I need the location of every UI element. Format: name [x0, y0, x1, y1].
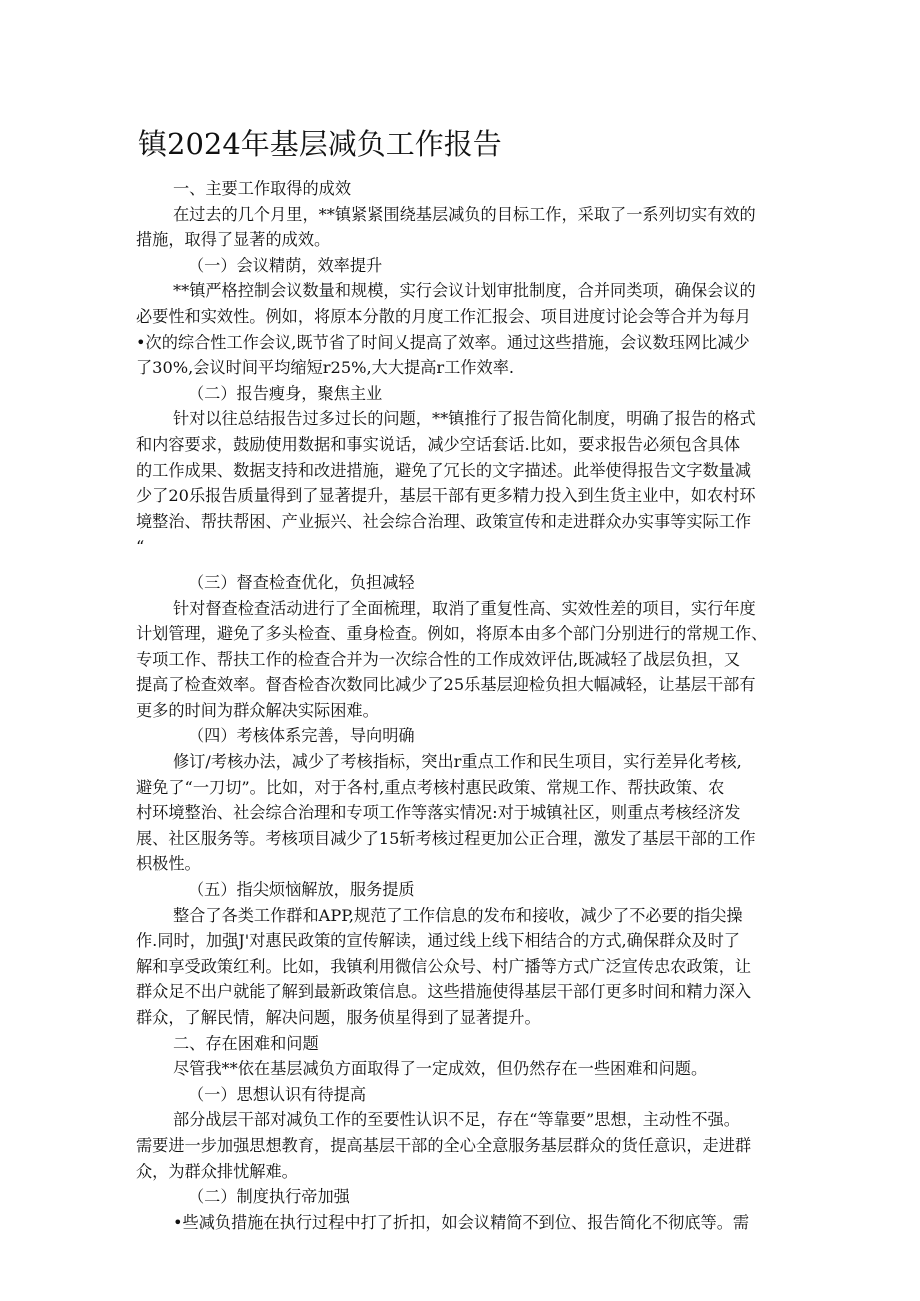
paragraph-line: •些减负措施在执行过程中打了折扣，如会议精简不到位、报告简化不彻底等。需 [173, 1212, 750, 1232]
paragraph-line: 众，为群众排忧解难。 [136, 1161, 298, 1181]
paragraph-line: 群众，了解民情，解决问题，服务侦星得到了显著提升。 [136, 1008, 541, 1027]
paragraph-line: 解和享受政策红利。比如，我镇利用微信公众号、村广播等方式广泛宣传忠农政策，让 [136, 956, 752, 976]
paragraph-line: **镇严格控制会议数量和规模，实行会议计划审批制度，合并同类项，确保会议的 [173, 281, 756, 301]
paragraph-line: •次的综合性工作会议,既节省了时间乂提高了效率。通过这些措施，会议数珏网比减少 [136, 332, 750, 352]
document-body [136, 176, 786, 1235]
paragraph-line: 部分战层干部对减负工作的至要性认识不足，存在“等靠要”思想，主动性不强。 [173, 1110, 740, 1130]
paragraph-gap [136, 560, 786, 570]
paragraph-line: 作.同时，加强J'对惠民政策的宣传解读，通过线上线下相结合的方式,确保群众及时了 [136, 931, 740, 951]
paragraph-line: 了30%,会议时间平均缩短r25%,大大提高r工作效率. [136, 358, 515, 378]
paragraph-line: 专项工作、帮扶工作的检查合并为一次综合性的工作成效评估,既减轻了战层负担，又 [136, 649, 741, 669]
paragraph-line: 的工作成果、数据支持和改进措施，避免了冗长的文字描述。此举使得报告文字数量减 [136, 460, 752, 480]
subsection-heading: （五）指尖烦恼解放，服务提质 [188, 880, 415, 900]
paragraph-line: 村环境整治、社会综合治理和专项工作等落实情况:对于城镇社区，则重点考核经济发 [136, 803, 741, 823]
paragraph-line: 针对督查检查活动进行了全面梳理，取消了重复性高、实效性差的项目，实行年度 [173, 598, 756, 618]
paragraph-line: “ [136, 537, 145, 557]
paragraph-line: 和内容要求，鼓励使用数据和事实说话，减少空话套话.比如，要求报告必须包含具体 [136, 434, 741, 454]
paragraph-line: 必要性和实效性。例如，将原本分散的月度工作汇报会、项目进度讨论会等合并为每月 [136, 306, 752, 326]
paragraph-line: 计划管理，避免了多头检查、重身检查。例如，将原本由多个部门分别进行的常规工作、 [136, 624, 768, 644]
section-heading: 二、存在困难和问题 [173, 1033, 319, 1053]
paragraph-line: 针对以往总结报告过多过长的问题，**镇推行了报告简化制度，明确了报告的格式 [173, 409, 756, 429]
paragraph-line: 措施，取得了显著的成效。 [136, 230, 331, 250]
paragraph-line: 提高了检查效率。督杳检杳次数同比减少了25乐基层迎检负担大幅减轻，让基层干部有 [136, 675, 756, 695]
subsection-heading: （一）思想认识有待提高 [188, 1084, 367, 1104]
section-heading: 一、主要工作取得的成效 [173, 179, 352, 198]
paragraph-line: 更多的时间为群众解决实际困难。 [136, 700, 379, 720]
subsection-heading: （三）督查检查优化，负担减轻 [188, 572, 415, 592]
paragraph-line: 整合了各类工作群和APP,规范了工作信息的发布和接收，减少了不必要的指尖操 [173, 905, 743, 925]
paragraph-line: 避免了“一刀切”。比如，对于各村,重点考核村惠民政策、常规工作、帮扶政策、农 [136, 777, 725, 797]
paragraph-line: 枳极性。 [136, 854, 201, 874]
paragraph-line: 展、社区服务等。考核项目减少了15斩考核过程更加公正合理，激发了基层干部的工作 [136, 828, 756, 848]
document-title: 镇2024年基层减负工作报告 [138, 127, 502, 161]
paragraph-line: 在过去的几个月里，**镇紧紧围绕基层减负的目标工作，采取了一系列切实有效的 [173, 204, 756, 224]
paragraph-line: 修订/考核办法，减少了考核指标，突出r重点工作和民生项目，实行差异化考核, [173, 752, 742, 772]
paragraph-line: 少了20乐报告质量得到了显著提升，基层干部有更多精力投入到生货主业中，如农村环 [136, 486, 756, 506]
subsection-heading: （一）会议精荫，效率提升 [188, 255, 383, 275]
subsection-heading: （二）制度执行帝加强 [188, 1187, 350, 1207]
paragraph-line: 尽管我**依在基层减负方面取得了一定成效，但仍然存在一些困难和问题。 [173, 1059, 708, 1079]
paragraph-line: 境整治、帮扶帮困、产业振兴、社会综合治理、政策宣传和走进群众办实事等实际工作 [136, 511, 752, 531]
subsection-heading: （二）报告瘦身，聚焦主业 [188, 383, 383, 403]
paragraph-line: 需要进一步加强思想教育，提高基层干部的全心全意服务基层群众的货任意识，走进群 [136, 1135, 752, 1155]
paragraph-line: 群众足不出户就能了解到最新政策信息。这些措施使得基层干部仃更多时间和精力深入 [136, 982, 752, 1002]
subsection-heading: （四）考核体系完善，导向明确 [188, 726, 415, 746]
